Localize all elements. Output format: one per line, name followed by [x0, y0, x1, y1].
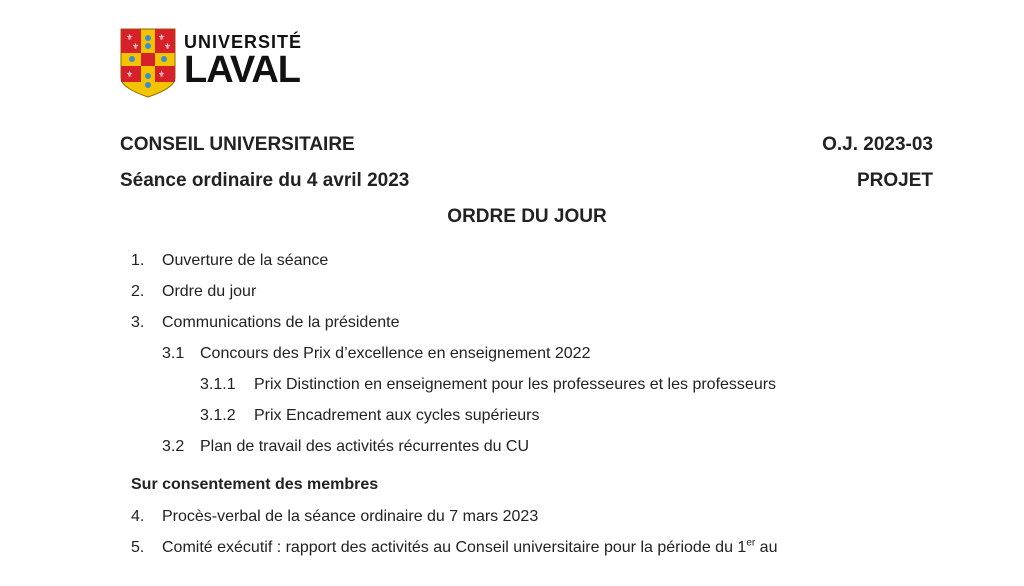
- logo-line-laval: LAVAL: [184, 49, 301, 91]
- agenda-item-text: Concours des Prix d’excellence en enseignement 2022: [200, 345, 591, 362]
- document-number: O.J. 2023-03: [822, 134, 933, 155]
- svg-text:⚜: ⚜: [126, 70, 134, 79]
- universite-laval-logo: [120, 28, 310, 100]
- svg-text:⚜: ⚜: [126, 33, 134, 42]
- agenda-item-text: [162, 538, 777, 558]
- agenda-item-number: 3.1: [162, 345, 185, 362]
- document-status: PROJET: [856, 170, 933, 191]
- agenda-item-number: 4.: [131, 508, 145, 525]
- ordinal-superscript: er: [746, 537, 756, 549]
- agenda-item-text-main: Comité exécutif : rapport des activités au Conseil universitaire pour la période du 1: [162, 539, 747, 556]
- svg-text:⚜: ⚜: [158, 70, 166, 79]
- agenda-item-number: 3.1.1: [200, 376, 236, 393]
- agenda-item-text: Procès-verbal de la séance ordinaire du 7 mars 2023: [162, 508, 539, 525]
- section-heading-consent: Sur consentement des membres: [131, 476, 379, 493]
- page-title: ORDRE DU JOUR: [447, 206, 607, 227]
- svg-text:⚜: ⚜: [132, 42, 140, 51]
- agenda-item-text: Plan de travail des activités récurrentes du CU: [200, 438, 530, 455]
- agenda-item-text: Prix Encadrement aux cycles supérieurs: [254, 407, 540, 424]
- agenda-item-text: Prix Distinction en enseignement pour les professeures et les professeurs: [254, 376, 777, 393]
- agenda-item-text-tail: au: [755, 539, 778, 556]
- agenda-item-number: 1.: [131, 252, 145, 269]
- agenda-item-number: 3.2: [162, 438, 185, 455]
- session-date: Séance ordinaire du 4 avril 2023: [120, 170, 410, 191]
- council-name: CONSEIL UNIVERSITAIRE: [120, 134, 355, 155]
- svg-text:⚜: ⚜: [164, 42, 172, 51]
- agenda-item-number: 3.1.2: [200, 407, 236, 424]
- logo-line-universite: UNIVERSITÉ: [184, 32, 303, 52]
- agenda-item-number: 5.: [131, 539, 145, 556]
- agenda-item-number: 2.: [131, 283, 145, 300]
- agenda-item-text: Ouverture de la séance: [162, 252, 329, 269]
- agenda-item-number: 3.: [131, 314, 145, 331]
- logo-wordmark: [184, 32, 302, 89]
- shield-icon: [120, 28, 176, 98]
- svg-text:⚜: ⚜: [158, 33, 166, 42]
- agenda-item-text: Communications de la présidente: [162, 314, 400, 331]
- agenda-item-text: Ordre du jour: [162, 283, 257, 300]
